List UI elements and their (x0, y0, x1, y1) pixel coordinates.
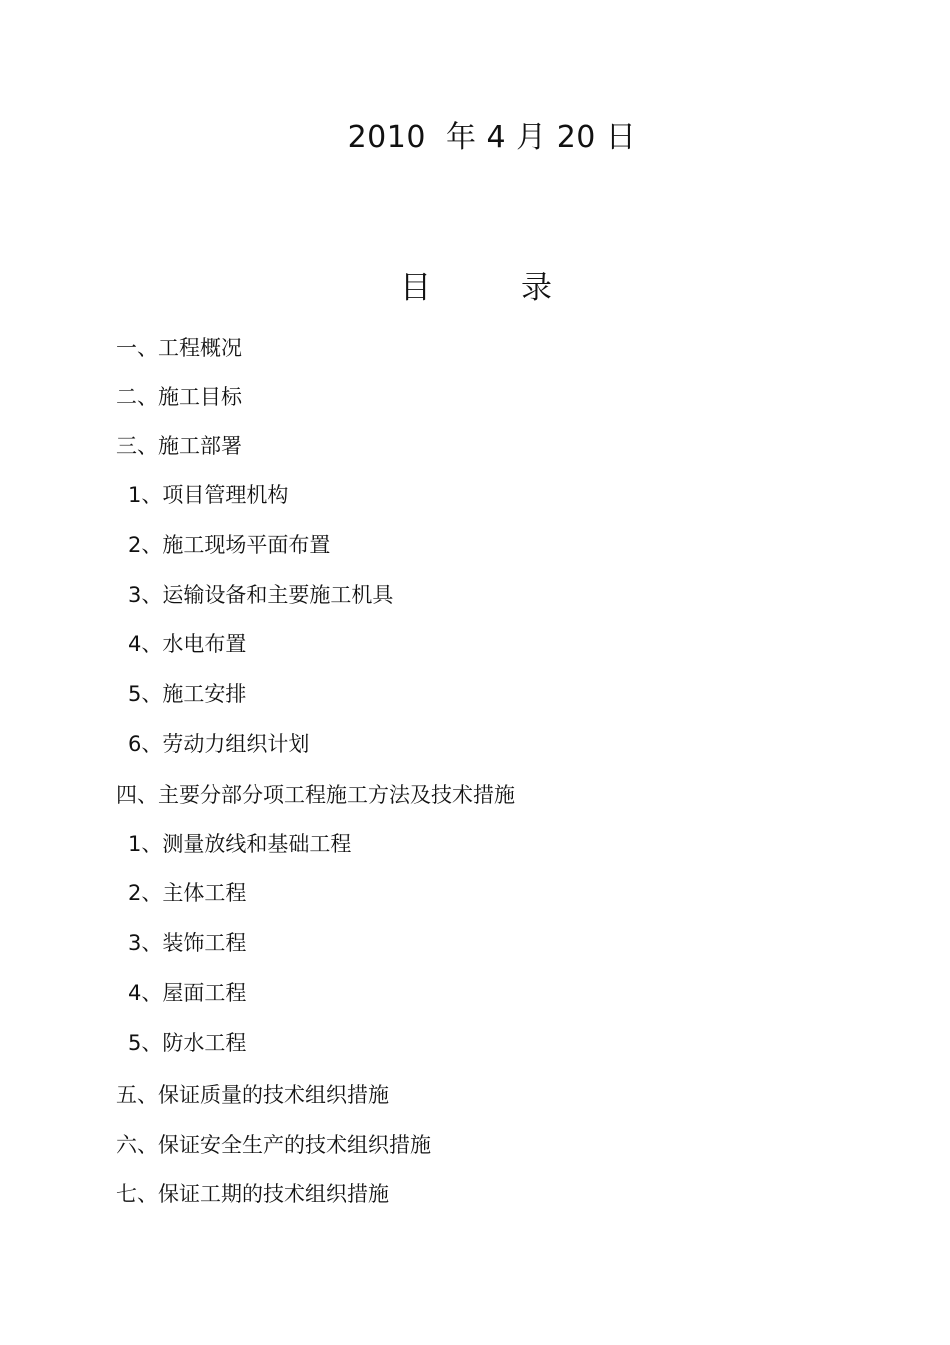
toc-item-3-5: 5、施工安排 (128, 682, 247, 706)
toc-item-3-3: 3、运输设备和主要施工机具 (128, 583, 394, 607)
toc-item-5: 五、保证质量的技术组织措施 (116, 1083, 389, 1107)
toc-item-3-4: 4、水电布置 (128, 632, 247, 656)
toc-item-2: 二、施工目标 (116, 385, 242, 409)
toc-item-4-4: 4、屋面工程 (128, 981, 247, 1005)
toc-item-4-1: 1、测量放线和基础工程 (128, 832, 352, 856)
toc-title-char-2: 录 (521, 270, 552, 306)
toc-item-3-1: 1、项目管理机构 (128, 483, 289, 507)
toc-item-3-6: 6、劳动力组织计划 (128, 732, 310, 756)
toc-item-4-3: 3、装饰工程 (128, 931, 247, 955)
toc-item-3-2: 2、施工现场平面布置 (128, 533, 331, 557)
toc-title-char-1: 目 (400, 270, 431, 306)
toc-item-6: 六、保证安全生产的技术组织措施 (116, 1133, 431, 1157)
toc-item-4-2: 2、主体工程 (128, 881, 247, 905)
toc-item-1: 一、工程概况 (116, 336, 242, 360)
toc-item-4-5: 5、防水工程 (128, 1031, 247, 1055)
document-date: 2010 年 4 月 20 日 (347, 120, 637, 155)
toc-item-7: 七、保证工期的技术组织措施 (116, 1182, 389, 1206)
toc-item-4: 四、主要分部分项工程施工方法及技术措施 (116, 783, 515, 807)
toc-item-3: 三、施工部署 (116, 434, 242, 458)
